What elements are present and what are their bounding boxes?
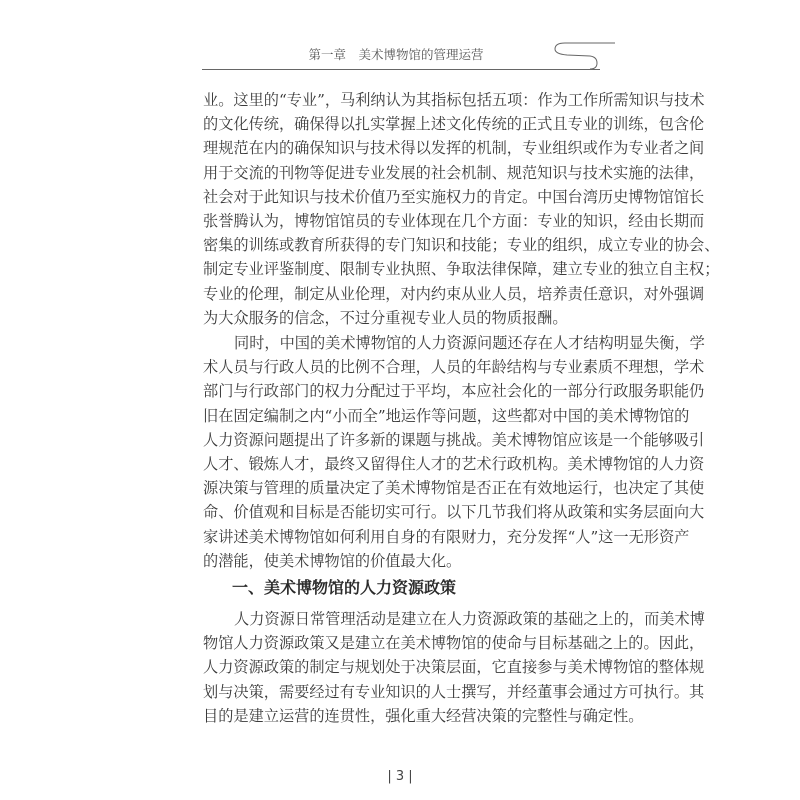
text-line: 人力资源日常管理活动是建立在人力资源政策的基础之上的，而美术博: [234, 610, 705, 628]
running-header: 第一章 美术博物馆的管理运营: [308, 47, 484, 62]
text-line: 家讲述美术博物馆如何利用自身的有限财力，充分发挥“人”这一无形资产: [203, 527, 690, 546]
header-rule: [202, 69, 600, 70]
text-line: 的潜能，使美术博物馆的价值最大化。: [203, 551, 462, 570]
section-heading: 一、美术博物馆的人力资源政策: [232, 578, 457, 597]
text-line: 人力资源问题提出了许多新的课题与挑战。美术博物馆应该是一个能够吸引: [203, 430, 705, 449]
text-line: 的文化传统，确保得以扎实掌握上述文化传统的正式且专业的训练，包含伦: [203, 115, 705, 134]
text-line: 划与决策，需要经过有专业知识的人士撰写，并经董事会通过方可执行。其: [203, 682, 705, 701]
text-line: 源决策与管理的质量决定了美术博物馆是否正在有效地运行，也决定了其使: [203, 479, 705, 498]
text-line: 制定专业评鉴制度、限制专业执照、争取法律保障，建立专业的独立自主权；: [203, 260, 720, 279]
text-line: 同时，中国的美术博物馆的人力资源问题还存在人才结构明显失衡，学: [234, 334, 705, 352]
text-line: 目的是建立运营的连贯性，强化重大经营决策的完整性与确定性。: [203, 706, 644, 725]
text-line: 用于交流的刊物等促进专业发展的社会机制、规范知识与技术实施的法律，: [203, 163, 705, 182]
page-number: | 3 |: [387, 769, 413, 784]
text-line: 社会对于此知识与技术价值乃至实施权力的肯定。中国台湾历史博物馆馆长: [203, 187, 705, 206]
header-flourish-icon: [545, 40, 617, 72]
text-line: 密集的训练或教育所获得的专门知识和技能；专业的组织，成立专业的协会、: [203, 236, 720, 255]
text-line: 专业的伦理，制定从业伦理，对内约束从业人员，培养责任意识，对外强调: [203, 284, 705, 303]
text-line: 命、价值观和目标是否能切实可行。以下几节我们将从政策和实务层面向大: [203, 503, 705, 522]
text-line: 理规范在内的确保知识与技术得以发挥的机制，专业组织或作为专业者之间: [203, 139, 705, 158]
text-line: 为大众服务的信念，不过分重视专业人员的物质报酬。: [203, 308, 568, 327]
text-line: 物馆人力资源政策又是建立在美术博物馆的使命与目标基础之上的。因此，: [203, 634, 705, 653]
text-line: 张誉腾认为，博物馆馆员的专业体现在几个方面：专业的知识，经由长期而: [203, 212, 705, 230]
text-line: 业。这里的“专业”，马利纳认为其指标包括五项：作为工作所需知识与技术: [203, 91, 705, 109]
text-line: 人才、锻炼人才，最终又留得住人才的艺术行政机构。美术博物馆的人力资: [203, 455, 705, 473]
text-line: 部门与行政部门的权力分配过于平均，本应社会化的一部分行政服务职能仍: [203, 382, 705, 401]
text-line: 人力资源政策的制定与规划处于决策层面，它直接参与美术博物馆的整体规: [203, 658, 705, 677]
text-line: 术人员与行政人员的比例不合理，人员的年龄结构与专业素质不理想，学术: [203, 358, 705, 377]
text-line: 旧在固定编制之内“小而全”地运作等问题，这些都对中国的美术博物馆的: [203, 406, 690, 425]
